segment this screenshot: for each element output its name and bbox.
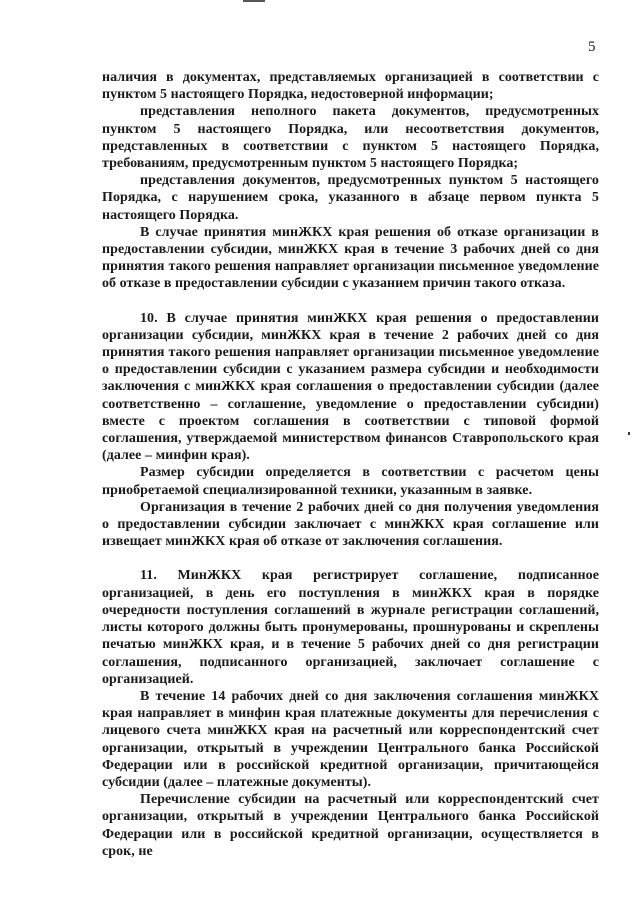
paragraph: В течение 14 рабочих дней со дня заключения соглашения минЖКХ края направляет в минфин края платежные документы для перечисления с лицевого счета минЖКХ края на расчетный или корреспондентский счет организации, открытый в учреждении Центрального банка Российской Федерации или в российской кредитной организации, причитающейся субсидии (далее – платежные документы). bbox=[102, 688, 599, 790]
paragraph: Размер субсидии определяется в соответствии с расчетом цены приобретаемой специализированной техники, указанным в заявке. bbox=[102, 465, 599, 498]
paragraph: представления неполного пакета документов, предусмотренных пунктом 5 настоящего Порядка, или несоответствия документов, представленных в соответствии с пунктом 5 настоящего Порядка, требованиям, предусмотренным пунктом 5 настоящего Порядка; bbox=[102, 104, 599, 172]
paragraph: Организация в течение 2 рабочих дней со дня получения уведомления о предоставлении субсидии заключает с минЖКХ края соглашение или извещает минЖКХ края об отказе от заключения соглашения. bbox=[102, 499, 599, 550]
scan-speck bbox=[628, 432, 630, 435]
paragraph: наличия в документах, представляемых организацией в соответствии с пунктом 5 настоящего Порядка, недостоверной информации; bbox=[102, 70, 599, 103]
paragraph: 10. В случае принятия минЖКХ края решения о предоставлении организации субсидии, минЖКХ края в течение 2 рабочих дней со дня принятия такого решения направляет организации письменное уведомление о предоставлении субсидии с указанием размера субсидии и необходимости заключения с минЖКХ края соглашения о предоставлении субсидии (далее соответственно – соглашение, уведомление о предоставлении субсидии) вместе с проектом соглашения в соответствии с типовой формой соглашения, утверждаемой министерством финансов Ставропольского края (далее – минфин края). bbox=[102, 310, 599, 464]
document-body bbox=[102, 69, 599, 860]
paragraph-gap bbox=[102, 550, 599, 567]
paragraph: представления документов, предусмотренных пунктом 5 настоящего Порядка, с нарушением срока, указанного в абзаце первом пункта 5 настоящего Порядка. bbox=[102, 173, 599, 223]
page-number: 5 bbox=[588, 39, 596, 55]
paragraph: В случае принятия минЖКХ края решения об отказе организации в предоставлении субсидии, минЖКХ края в течение 3 рабочих дней со дня принятия такого решения направляет организации письменное уведомление об отказе в предоставлении субсидии с указанием причин такого отказа. bbox=[102, 224, 599, 292]
paragraph: Перечисление субсидии на расчетный или корреспондентский счет организации, открытый в учреждении Центрального банка Российской Федерации или в российской кредитной организации, осуществляется в срок, не bbox=[102, 792, 599, 859]
paragraph: 11. МинЖКХ края регистрирует соглашение, подписанное организацией, в день его поступления в минЖКХ края в порядке очередности поступления соглашений в журнале регистрации соглашений, листы которого должны быть пронумерованы, прошнурованы и скреплены печатью минЖКХ края, и в течение 5 рабочих дней со дня регистрации соглашения, подписанного организацией, заключает соглашение с организацией. bbox=[102, 568, 599, 687]
top-edge-mark bbox=[243, 0, 265, 2]
paragraph-gap bbox=[102, 293, 599, 310]
